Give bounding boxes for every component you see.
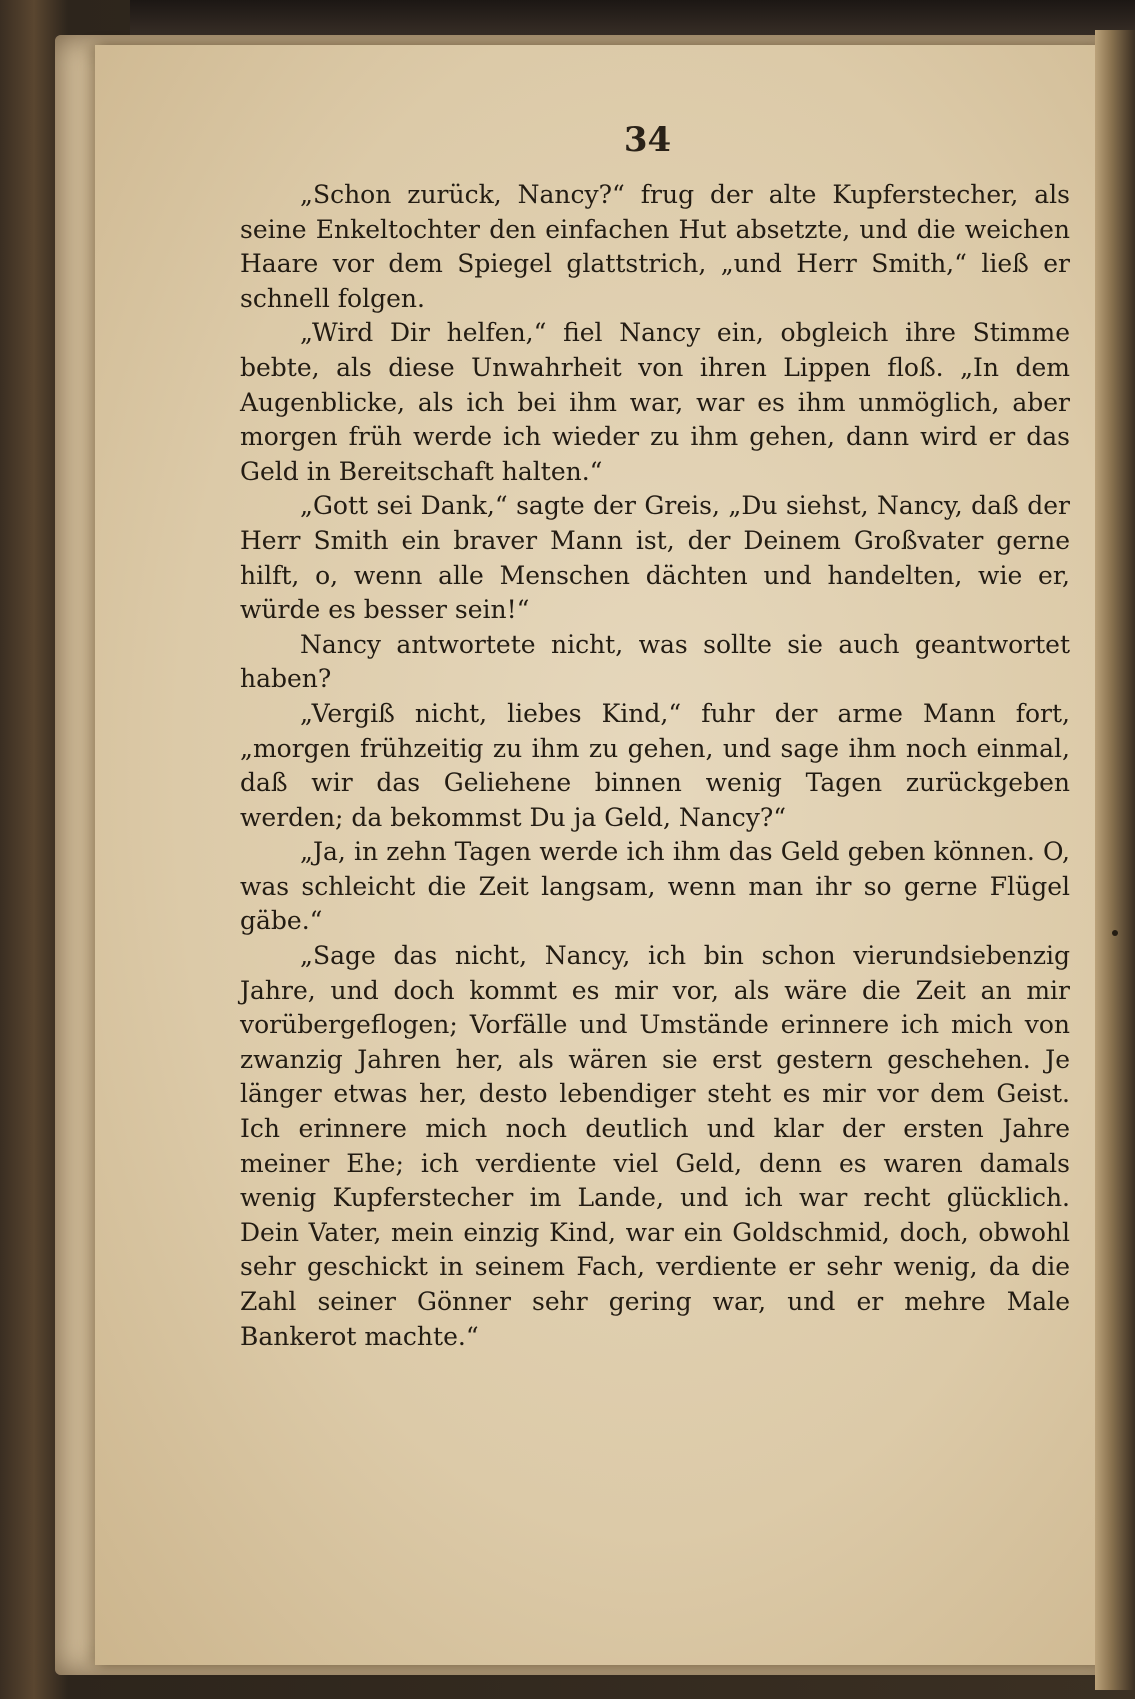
paragraph: „Wird Dir helfen,“ fiel Nancy ein, obgleich ihre Stimme bebte, als diese Unwahrheit von ihren Lippen floß. „In dem Augenblicke, als ich bei ihm war, war es ihm unmöglich, aber morgen früh werde ich wieder zu ihm gehen, dann wird er das Geld in Bereitschaft halten.“ [240, 318, 1070, 486]
paragraph: „Schon zurück, Nancy?“ frug der alte Kupferstecher, als seine Enkeltochter den einfachen Hut absetzte, und die weichen Haare vor dem Spiegel glattstrich, „und Herr Smith,“ ließ er schnell folgen. [240, 180, 1070, 313]
paragraph: „Sage das nicht, Nancy, ich bin schon vierundsiebenzig Jahre, und doch kommt es mir vor, als wäre die Zeit an mir vorübergeflogen; Vorfälle und Umstände erinnere ich mich von zwanzig Jahren her, als wären sie erst gestern geschehen. Je länger etwas her, desto lebendiger steht es mir vor dem Geist. Ich erinnere mich noch deutlich und klar der ersten Jahre meiner Ehe; ich verdiente viel Geld, denn es waren damals wenig Kupferstecher im Lande, und ich war recht glücklich. Dein Vater, mein einzig Kind, war ein Goldschmid, doch, obwohl sehr geschickt in seinem Fach, verdiente er sehr wenig, da die Zahl seiner Gönner sehr gering war, und er mehre Male Bankerot machte.“ [240, 941, 1070, 1351]
paragraph: Nancy antwortete nicht, was sollte sie auch geantwortet haben? [240, 629, 1070, 694]
paragraph: „Ja, in zehn Tagen werde ich ihm das Geld geben können. O, was schleicht die Zeit langsam, wenn man ihr so gerne Flügel gäbe.“ [240, 837, 1070, 936]
paragraph: „Gott sei Dank,“ sagte der Greis, „Du siehst, Nancy, daß der Herr Smith ein braver Mann ist, der Deinem Großvater gerne hilft, o, wenn alle Menschen dächten und handelten, wie er, würde es besser sein!“ [240, 491, 1070, 625]
page-number: 34 [623, 120, 672, 160]
paragraph: „Vergiß nicht, liebes Kind,“ fuhr der arme Mann fort, „morgen frühzeitig zu ihm zu gehen, und sage ihm noch einmal, daß wir das Geliehene binnen wenig Tagen zurückgeben werden; da bekommst Du ja Geld, Nancy?“ [240, 698, 1070, 832]
book-cover-top-edge [130, 0, 1135, 40]
page-text [240, 178, 1070, 1354]
page-right-edge [1095, 30, 1135, 1690]
ink-spot [1112, 930, 1118, 936]
